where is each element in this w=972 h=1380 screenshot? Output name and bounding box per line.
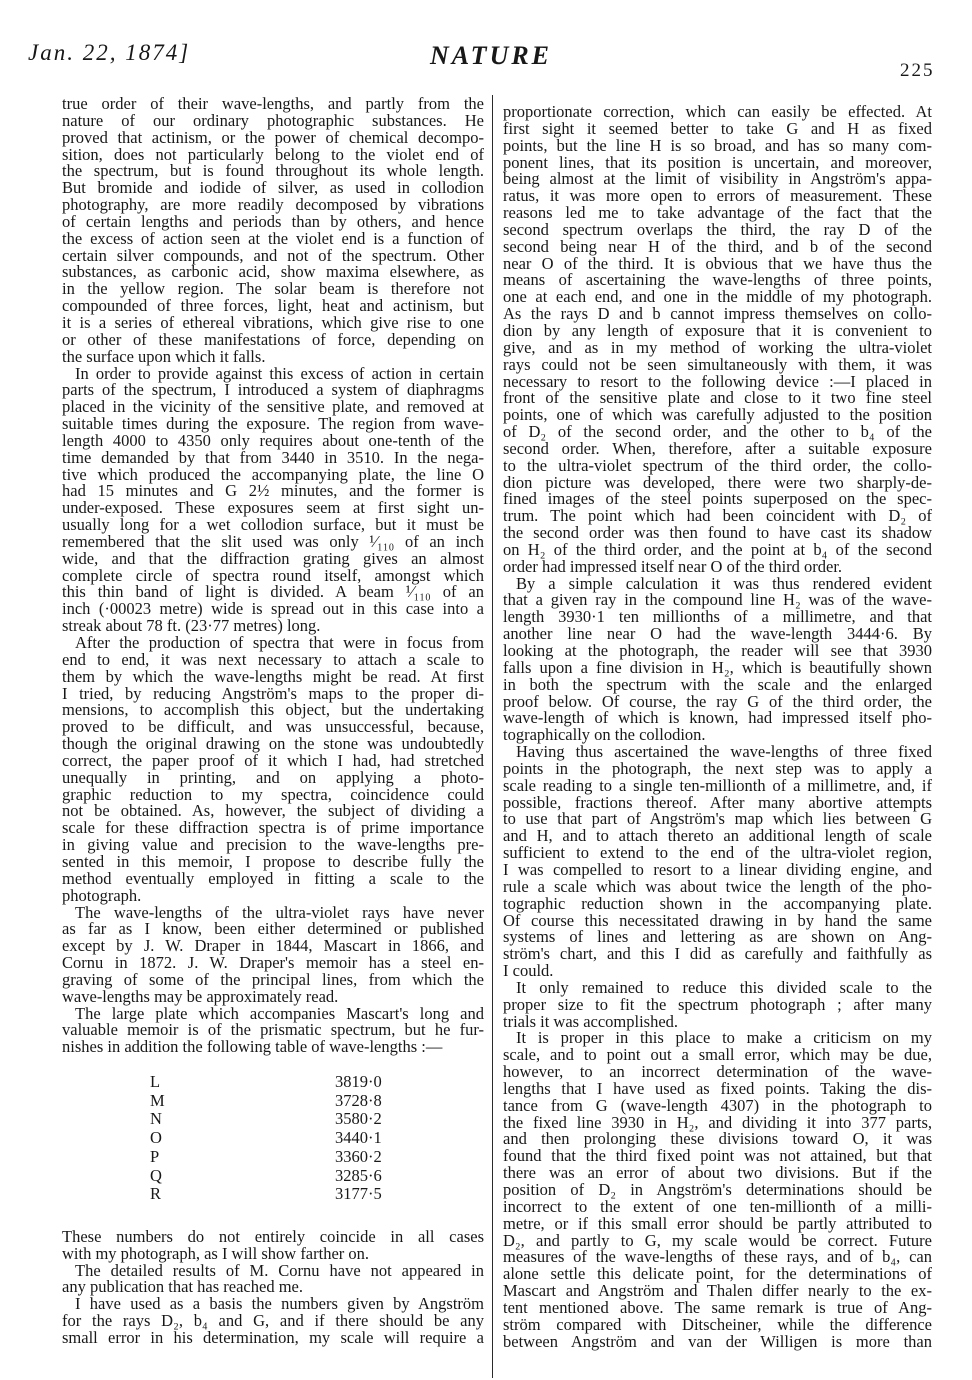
text-line: to the ultra-violet spectrum of the third order, the collo- — [503, 455, 932, 475]
text-line: photography, are more readily decomposed by vibrations — [62, 195, 484, 215]
table-row — [62, 1185, 484, 1204]
text-line: Having thus ascertained the wave-lengths of three fixed — [516, 742, 932, 762]
text-line: another line near O had the wave-length 3444·6. By — [503, 624, 932, 644]
text-line: to use that part of Angström's map which lies between G — [503, 809, 932, 829]
wave-length-table — [62, 1073, 484, 1204]
ray-label: R — [150, 1184, 162, 1204]
paragraph — [503, 1030, 932, 1350]
left-column — [62, 96, 484, 1347]
text-line: compounded of three forces, light, heat and actinism, but — [62, 296, 484, 316]
text-line: second being near H of the third, and b of the second — [503, 236, 932, 256]
text-line: looking at the photograph, the reader will see that 3930 — [503, 641, 932, 660]
text-line: systems of lines and lettering as are shown on Ang- — [503, 927, 932, 947]
text-block — [503, 104, 932, 1350]
text-line: under-exposed. These exposures seem at first sight un- — [62, 498, 484, 518]
text-line: sented in this memoir, I propose to describe fully the — [62, 851, 484, 871]
wave-length-value: 3580·2 — [335, 1109, 382, 1129]
text-line: except by J. W. Draper in 1844, Mascart in 1866, and — [62, 936, 484, 956]
text-line: order had impressed itself near O of the third order. — [503, 556, 843, 576]
text-line: time demanded by that from 3440 in 3510. In the nega- — [62, 447, 484, 467]
text-line: I have used as a basis the numbers given by Angström — [75, 1294, 484, 1314]
text-line: valuable memoir is of the prismatic spectrum, but he fur- — [62, 1020, 484, 1040]
text-line: of certain lengths and periods than by others, and hence — [62, 211, 484, 231]
text-line: mensions, to accomplish this object, but the undertaking — [62, 700, 484, 720]
text-line: as far as I know, been either determined or published — [62, 919, 484, 939]
text-line: photograph. — [62, 885, 142, 905]
text-line: between Angström and van der Willigen is more than — [503, 1331, 932, 1351]
text-line: ponent lines, that its position is uncertain, and moreover, — [503, 152, 932, 172]
text-line: graphic reduction to my spectra, coincidence could — [62, 784, 484, 804]
text-line: method eventually employed in fitting a scale to the — [62, 868, 484, 888]
paragraph — [62, 1226, 484, 1263]
text-line: proved that actinism, or the power of chemical decompo- — [62, 127, 484, 147]
text-line: the second order was then found to have cast its shadow — [503, 523, 932, 543]
text-line: found that the third fixed point was not attained, but that — [503, 1146, 932, 1166]
text-line: alone settle this delicate point, for the determinations of — [503, 1264, 932, 1284]
text-line: fined images of the steel points superposed on the spec- — [503, 489, 932, 509]
text-line: tance from G (wave-length 4307) in the photograph to — [503, 1095, 932, 1115]
column-rule — [492, 95, 493, 1378]
ray-label: P — [150, 1146, 160, 1166]
ray-label: M — [150, 1090, 165, 1110]
paragraph — [62, 96, 484, 366]
ray-label: N — [150, 1109, 162, 1129]
text-line: The wave-lengths of the ultra-violet rays have never — [75, 902, 484, 922]
journal-title: NATURE — [430, 41, 553, 70]
text-line: front of the sensitive plate and close to it two fine steel — [503, 388, 932, 408]
text-line: tographic reduction shown in the accompanying plate. — [503, 893, 932, 913]
text-line: inch (·00023 metre) wide is spread out in this case into a — [62, 599, 484, 619]
text-line: These numbers do not entirely coincide in all cases — [62, 1226, 484, 1246]
wave-length-value: 3360·2 — [335, 1146, 382, 1166]
text-line: proper size to fit the spectrum photograph ; after many — [503, 994, 932, 1014]
paragraph — [62, 363, 484, 636]
text-line: ratus, it was more open to errors of measurement. These — [503, 186, 932, 206]
text-line: dion by any length of exposure that it is convenient to — [503, 320, 932, 340]
text-line: certain silver compounds, and not of the spectrum. Other — [62, 245, 484, 265]
text-line: It only remained to reduce this divided scale to the — [516, 977, 932, 997]
text-line: scale for these diffraction spectra is of prime importance — [62, 818, 484, 838]
text-line: length 3930·1 ten millionths of a millimetre, and that — [503, 607, 932, 627]
table-row — [62, 1129, 484, 1148]
paragraph — [503, 573, 932, 745]
text-line: near O of the third. It is obvious that we have thus the — [503, 253, 932, 273]
text-line: proved to be difficult, and was unsuccessful, because, — [62, 717, 484, 737]
table-row — [62, 1148, 484, 1167]
table-row — [62, 1110, 484, 1129]
text-line: nishes in addition the following table of wave-lengths :— — [62, 1037, 443, 1057]
text-line: trum. The point which had been coincident with D₂ of — [503, 506, 932, 526]
paragraph — [62, 1260, 484, 1297]
text-line: sufficient to extend to the end of the ultra-violet region, — [503, 843, 932, 863]
text-line: second spectrum overlaps the third, the ray D of the — [503, 219, 932, 239]
text-line: had 15 minutes and G 2½ minutes, and the former is — [62, 481, 484, 501]
text-line: end to end, it was next necessary to attach a scale to — [62, 649, 484, 669]
text-line: lengths that I have used as fixed points. Taking the dis- — [503, 1078, 932, 1098]
text-line: reasons led me to take advantage of the fact that the — [503, 203, 932, 223]
text-line: second order. When, therefore, after a suitable exposure — [503, 438, 932, 458]
text-line: Cornu in 1872. J. W. Draper's memoir has a steel en- — [62, 953, 484, 973]
text-line: usually long for a wet collodion surface, but it must be — [62, 515, 484, 535]
text-line: give, and as in my method of working the ultra-violet — [503, 337, 932, 357]
wave-length-value: 3728·8 — [335, 1090, 382, 1110]
text-line: ström compared with Ditscheiner, while the difference — [503, 1314, 932, 1334]
table-row — [62, 1167, 484, 1186]
ray-label: Q — [150, 1165, 162, 1185]
wave-length-value: 3819·0 — [335, 1072, 382, 1092]
text-line: trials it was accomplished. — [503, 1011, 679, 1031]
wave-length-value: 3285·6 — [335, 1165, 382, 1185]
text-line: tent mentioned above. The same remark is true of Ang- — [503, 1297, 932, 1317]
wave-length-value: 3440·1 — [335, 1128, 382, 1148]
text-line: Of course this necessitated drawing in by hand the same — [503, 910, 932, 930]
ray-label: L — [150, 1072, 161, 1092]
text-line: D₂, and partly to G, my scale would be correct. Future — [503, 1230, 932, 1250]
table-row — [62, 1073, 484, 1092]
text-line: But bromide and iodide of silver, as used in collodion — [62, 178, 484, 198]
text-line: not be obtained. As, however, the subject of dividing a — [62, 801, 484, 821]
text-line: ström's chart, and this I did as carefully and faithfully as — [503, 944, 932, 964]
text-line: scale reading to a single ten-millionth of a millimetre, and, if — [503, 775, 932, 795]
wave-length-value: 3177·5 — [335, 1184, 382, 1204]
text-line: sition, does not particularly belong to the violet end of — [62, 144, 484, 164]
text-line: rule a scale which was about twice the length of the pho- — [503, 876, 932, 896]
text-line: As the rays D and b cannot impress themselves on collo- — [503, 304, 932, 324]
text-line: though the original drawing on the stone was undoubtedly — [62, 734, 484, 754]
ray-label: O — [150, 1128, 162, 1148]
text-line: points, but the line H is so broad, and has so many com- — [503, 135, 932, 155]
paragraph — [62, 902, 484, 1006]
right-column — [503, 104, 932, 1350]
text-line: with my photograph, as I will show farther on. — [62, 1243, 370, 1263]
text-line: the fixed line 3930 in H₂, and dividing it into 377 parts, — [503, 1112, 932, 1132]
text-line: any publication that has reached me. — [62, 1277, 303, 1297]
text-line: possible, fractions thereof. After many abortive attempts — [503, 792, 932, 812]
text-line: them by which the wave-lengths might be read. At first — [62, 666, 484, 686]
text-line: and H, and to attach thereto an additional length of scale — [503, 826, 932, 846]
paragraph — [503, 104, 932, 576]
text-line: I was compelled to resort to a linear dividing engine, and — [503, 859, 932, 879]
paragraph — [503, 744, 932, 980]
text-line: It is proper in this place to make a criticism on my — [516, 1028, 932, 1048]
text-line: falls upon a fine division in H₂, which is beautifully shown — [503, 657, 932, 677]
text-line: By a simple calculation it was thus rendered evident — [516, 573, 932, 593]
running-head-date: Jan. 22, 1874] — [28, 40, 191, 65]
text-line: parts of the spectrum, I introduced a system of diaphragms — [62, 380, 484, 400]
text-line: necessary to resort to the following device :—I placed in — [503, 371, 932, 391]
text-line: scale, and to point out a small error, which may be due, — [503, 1045, 932, 1065]
text-line: I could. — [503, 961, 554, 981]
text-line: points in the photograph, the next step was to apply a — [503, 758, 932, 778]
text-line: one at each end, and one in the middle of my photograph. — [503, 287, 932, 307]
text-line: points, one of which was carefully adjusted to the position — [503, 405, 932, 425]
text-line: small error in his determination, my scale will require a — [62, 1327, 484, 1347]
text-line: length 4000 to 4350 only requires about one-tenth of the — [62, 430, 484, 450]
text-line: streak about 78 ft. (23·77 metres) long. — [62, 616, 321, 636]
text-line: complete circle of spectra round itself, amongst which — [62, 565, 484, 585]
text-line: dion picture was developed, there were two sharply-de- — [503, 472, 932, 492]
text-block — [62, 96, 484, 1056]
text-line: tographically on the collodion. — [503, 725, 706, 745]
text-line: rays could not be seen simultaneously with them, it was — [503, 354, 932, 374]
text-line: this thin band of light is divided. A beam ¹⁄₁₁₀ of an — [62, 582, 484, 602]
text-line: The large plate which accompanies Mascart's long and — [75, 1003, 484, 1023]
text-line: wave-lengths may be approximately read. — [62, 986, 339, 1006]
text-line: however, to an incorrect determination of the wave- — [503, 1062, 932, 1082]
page-number: 225 — [900, 60, 935, 81]
text-line: correct, the paper proof of it which I had, had stretched — [62, 750, 484, 770]
text-line: of D₂ of the second order, and the other to b₄ of the — [503, 422, 932, 442]
text-line: proportionate correction, which can easily be effected. At — [503, 102, 932, 121]
text-line: proof below. Of course, the ray G of the third order, the — [503, 691, 932, 711]
text-line: placed in the vicinity of the sensitive plate, and removed at — [62, 397, 484, 417]
text-line: the excess of action seen at the violet end is a function of — [62, 228, 484, 248]
text-line: Mascart and Angström and Thalen differ nearly to the ex- — [503, 1281, 932, 1301]
text-line: that a given ray in the compound line H₂ was of the wave- — [503, 590, 932, 610]
text-line: graving of some of the principal lines, from which the — [62, 969, 484, 989]
text-line: in giving value and precision to the wave-lengths pre- — [62, 835, 484, 855]
text-line: nature of our ordinary photographic substances. He — [62, 110, 484, 130]
text-line: there was an error of about two divisions. But if the — [503, 1163, 932, 1183]
text-line: metre, or if this small error should be partly attributed to — [503, 1213, 932, 1233]
text-line: After the production of spectra that were in focus from — [75, 633, 484, 652]
text-line: for the rays D₂, b₄ and G, and if there should be any — [62, 1311, 484, 1331]
text-line: means of ascertaining the wave-lengths of three points, — [503, 270, 932, 290]
text-line: In order to provide against this excess of action in certain — [75, 363, 484, 383]
text-line: The detailed results of M. Cornu have not appeared in — [75, 1260, 484, 1280]
text-line: first sight it seemed better to take G and H as fixed — [503, 118, 932, 138]
text-line: the surface upon which it falls. — [62, 346, 266, 366]
paragraph — [62, 635, 484, 905]
text-line: I tried, by reducing Angström's maps to the proper di- — [62, 683, 484, 703]
text-line: unequally in printing, and on applying a photo- — [62, 767, 484, 787]
text-line: it is a series of ethereal vibrations, which give rise to one — [62, 312, 484, 332]
text-line: position of D₂ in Angström's determinations should be — [503, 1180, 932, 1199]
text-line: remembered that the slit used was only ¹⁄₁₁₀ of an inch — [62, 531, 484, 551]
text-line: the spectrum, but is found throughout its whole length. — [62, 161, 484, 181]
paragraph — [62, 1003, 484, 1057]
paragraph — [503, 977, 932, 1031]
text-line: in the yellow region. The solar beam is therefore not — [62, 279, 484, 299]
text-line: on H₂ of the third order, and the point at b₄ of the second — [503, 539, 932, 559]
text-line: being almost at the limit of visibility in Angström's appa- — [503, 169, 932, 189]
text-line: incorrect to the extent of one ten-millionth of a milli- — [503, 1196, 932, 1216]
text-line: in both the spectrum with the scale and the enlarged — [503, 674, 932, 694]
text-line: tive which produced the accompanying plate, the line O — [62, 464, 484, 484]
text-line: wide, and that the diffraction grating gives an almost — [62, 548, 484, 568]
text-block — [62, 1226, 484, 1347]
paragraph — [62, 1296, 484, 1347]
text-line: wave-length of which is known, had impressed itself pho- — [503, 708, 932, 728]
text-line: suitable times during the exposure. The region from wave- — [62, 414, 484, 434]
text-line: and then prolonging these divisions toward O, it was — [503, 1129, 932, 1149]
text-line: substances, as carbonic acid, show maxima elsewhere, as — [62, 262, 484, 282]
text-line: or other of these manifestations of force, depending on — [62, 329, 484, 349]
text-line: true order of their wave-lengths, and partly from the — [62, 94, 484, 113]
table-row — [62, 1092, 484, 1111]
text-line: measures of the wave-lengths of these rays, and of b₄, can — [503, 1247, 932, 1267]
